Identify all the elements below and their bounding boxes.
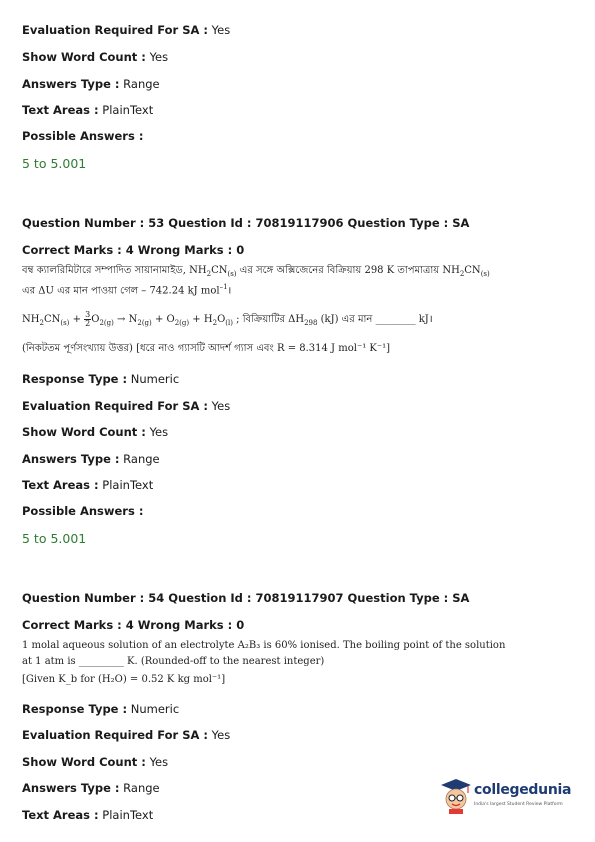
response-type-row: Response Type : Numeric [22,702,180,716]
question-text-line: এর ΔU এর মান পাওয়া গেল – 742.24 kJ mol$^{-1}$। [22,283,232,297]
question-text-line: [Given K_b for (H₂O) = 0.52 K kg mol⁻¹] [22,674,226,685]
show-word-count-row: Show Word Count : Yes [22,50,169,64]
possible-answer-value: 5 to 5.001 [22,531,87,546]
marks-row: Correct Marks : 4 Wrong Marks : 0 [22,243,245,257]
question-text-line: 1 molal aqueous solution of an electrolyte A₂B₃ is 60% ionised. The boiling point of the solution [22,640,506,651]
text-areas-row: Text Areas : PlainText [22,808,154,822]
answers-type-row: Answers Type : Range [22,77,160,91]
possible-answers-label: Possible Answers : [22,504,144,518]
eval-required-row: Evaluation Required For SA : Yes [22,399,231,413]
possible-answers-label: Possible Answers : [22,129,144,143]
eval-required-row: Evaluation Required For SA : Yes [22,23,231,37]
mascot-icon [440,778,472,814]
question-text-line: বম্ব ক্যালরিমিটারে সম্পাদিত সায়ানামাইড, $NH_2CN_{(s)}$ এর সঙ্গে অক্সিজেনের বিক্রিয়ায় 298 K তাপমাত্রায় $NH_2CN_{(s)}$ [22,265,490,278]
logo-tagline: India's largest Student Review Platform [474,802,563,807]
answers-type-row: Answers Type : Range [22,452,160,466]
question-text-line: at 1 atm is _________ K. (Rounded-off to the nearest integer) [22,656,325,667]
show-word-count-row: Show Word Count : Yes [22,425,169,439]
possible-answer-value: 5 to 5.001 [22,156,87,171]
text-areas-row: Text Areas : PlainText [22,103,154,117]
eval-required-row: Evaluation Required For SA : Yes [22,728,231,742]
question-header: Question Number : 54 Question Id : 70819117907 Question Type : SA [22,591,470,605]
marks-row: Correct Marks : 4 Wrong Marks : 0 [22,618,245,632]
text-areas-row: Text Areas : PlainText [22,478,154,492]
logo-brand-name: collegedunia [474,782,572,798]
response-type-row: Response Type : Numeric [22,372,180,386]
question-header: Question Number : 53 Question Id : 70819117906 Question Type : SA [22,216,470,230]
answers-type-row: Answers Type : Range [22,781,160,795]
show-word-count-row: Show Word Count : Yes [22,755,169,769]
question-text-line: (নিকটতম পূর্ণসংখ্যায় উত্তর) [ধরে নাও গ্যাসটি আদর্শ গ্যাস এবং R = 8.314 J mol⁻¹ K⁻¹] [22,343,391,354]
question-equation: $NH_2CN_{(s)}$ + $\frac{3}{2}$ $O_{2(g)} \to N_{2(g)} + O_{2(g)} + H_2O_{(l)}$ ; বিক্রিয়াটির $\Delta H_{298}$ (kJ) এর মান ________ kJ। [22,310,433,328]
collegedunia-logo [440,776,575,818]
